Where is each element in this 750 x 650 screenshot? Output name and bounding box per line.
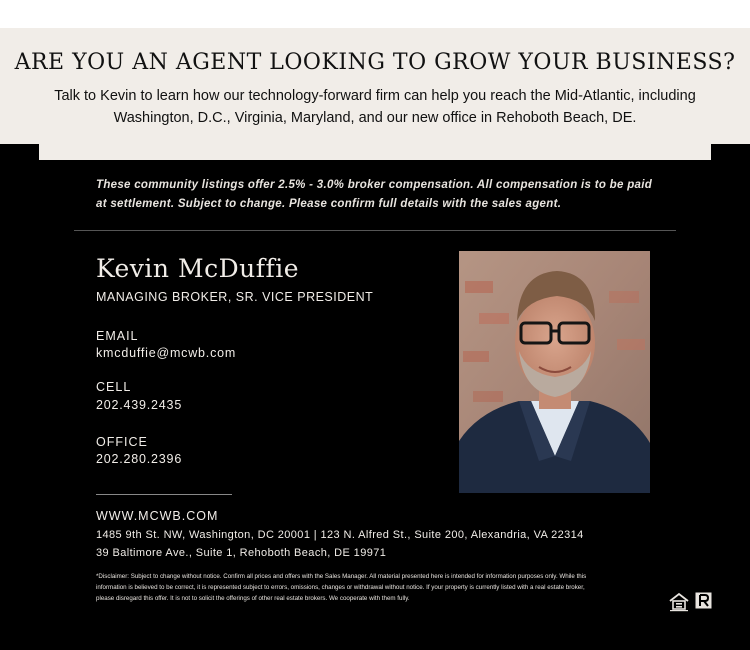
agent-headshot: [459, 251, 650, 493]
realtor-icon: [695, 592, 712, 609]
website-link[interactable]: WWW.MCWB.COM: [96, 509, 219, 523]
agent-name: Kevin McDuffie: [96, 254, 300, 283]
cell-label: CELL: [96, 380, 132, 394]
email-link[interactable]: kmcduffie@mcwb.com: [96, 346, 237, 360]
agent-title: MANAGING BROKER, SR. VICE PRESIDENT: [96, 290, 374, 304]
office-address-line-2: 39 Baltimore Ave., Suite 1, Rehoboth Beach, DE 19971: [96, 547, 387, 559]
top-whitespace: [0, 0, 750, 28]
cell-phone-link[interactable]: 202.439.2435: [96, 398, 183, 412]
disclaimer-text: *Disclaimer: Subject to change without notice. Confirm all prices and offers with the Sales Manager. All material presented here is intended for information purposes only. While this information is believed to be correct, it is represented subject to errors, omissions, changes or withdrawal without notice. If your property is currently listed with a real estate broker, please disregard this offer. It is not to solicit the offerings of other real estate brokers. We cooperate with them fully.: [96, 573, 587, 602]
banner-tab: [39, 144, 711, 160]
banner-headline: ARE YOU AN AGENT LOOKING TO GROW YOUR BUSINESS?: [14, 50, 736, 75]
email-label: EMAIL: [96, 329, 139, 343]
section-divider: [74, 230, 676, 231]
office-label: OFFICE: [96, 435, 148, 449]
banner-body: Talk to Kevin to learn how our technology-forward firm can help you reach the Mid-Atlantic, including Washington, D.C., Virginia, Maryland, and our new office in Rehoboth Beach, DE.: [54, 88, 696, 126]
office-phone-link[interactable]: 202.280.2396: [96, 452, 183, 466]
equal-housing-opportunity-icon: [668, 592, 690, 612]
compensation-note: These community listings offer 2.5% - 3.0% broker compensation. All compensation is to be paid at settlement. Subject to change. Please confirm full details with the sales agent.: [96, 179, 653, 210]
contact-divider: [96, 494, 232, 495]
office-address-line-1: 1485 9th St. NW, Washington, DC 20001 | 123 N. Alfred St., Suite 200, Alexandria, VA 22314: [96, 529, 584, 541]
